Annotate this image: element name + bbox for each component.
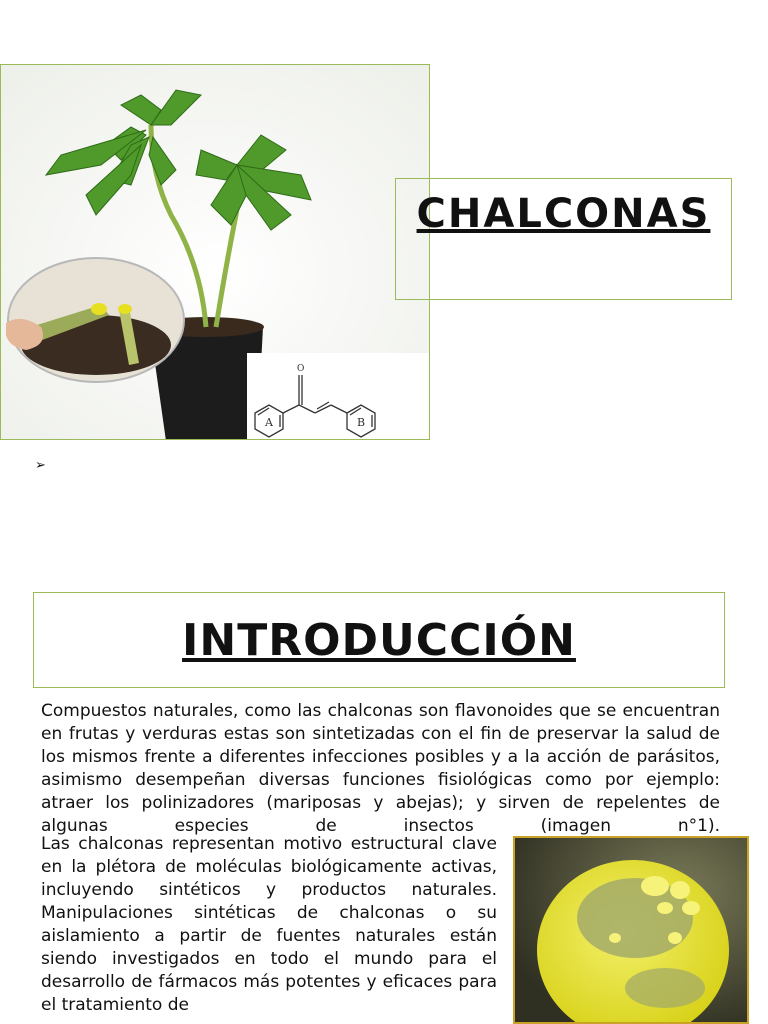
carbonyl-oxygen-label: O [297,364,305,374]
ring-a-label: A [265,416,273,429]
plant-image-frame [0,64,430,440]
stem-cross-section-photo [513,836,749,1024]
bullet-arrow-icon: ➢ [35,458,46,473]
intro-paragraph-1: Compuestos naturales, como las chalconas son flavonoides que se encuentran en frutas y verduras estas son sintetizadas con el fin de preservar la salud de los mismos frente a diferentes infecciones posibles y a la acción de parásitos, asimismo desempeñan diversas funciones fisiológicas como por ejemplo: atraer los polinizadores (mariposas y abejas); y sirven de repelentes de algunas especies de insectos (imagen n°1). [41,701,720,836]
title-box [395,178,732,300]
ring-b-label: B [357,416,366,429]
plant-illustration [1,65,430,440]
intro-paragraph-2: Las chalconas representan motivo estructural clave en la plétora de moléculas biológicamente activas, incluyendo sintéticos y productos naturales. Manipulaciones sintéticas de chalconas o su aislamiento a partir de fuentes naturales están siendo investigados en todo el mundo para el desarrollo de fármacos más potentes y eficaces para el tratamiento de [41,834,497,1015]
intro-heading: INTRODUCCIÓN [182,615,576,666]
intro-heading-box [33,592,725,688]
stem-cross-section-image [515,838,747,1022]
page-title: CHALCONAS [416,191,711,237]
